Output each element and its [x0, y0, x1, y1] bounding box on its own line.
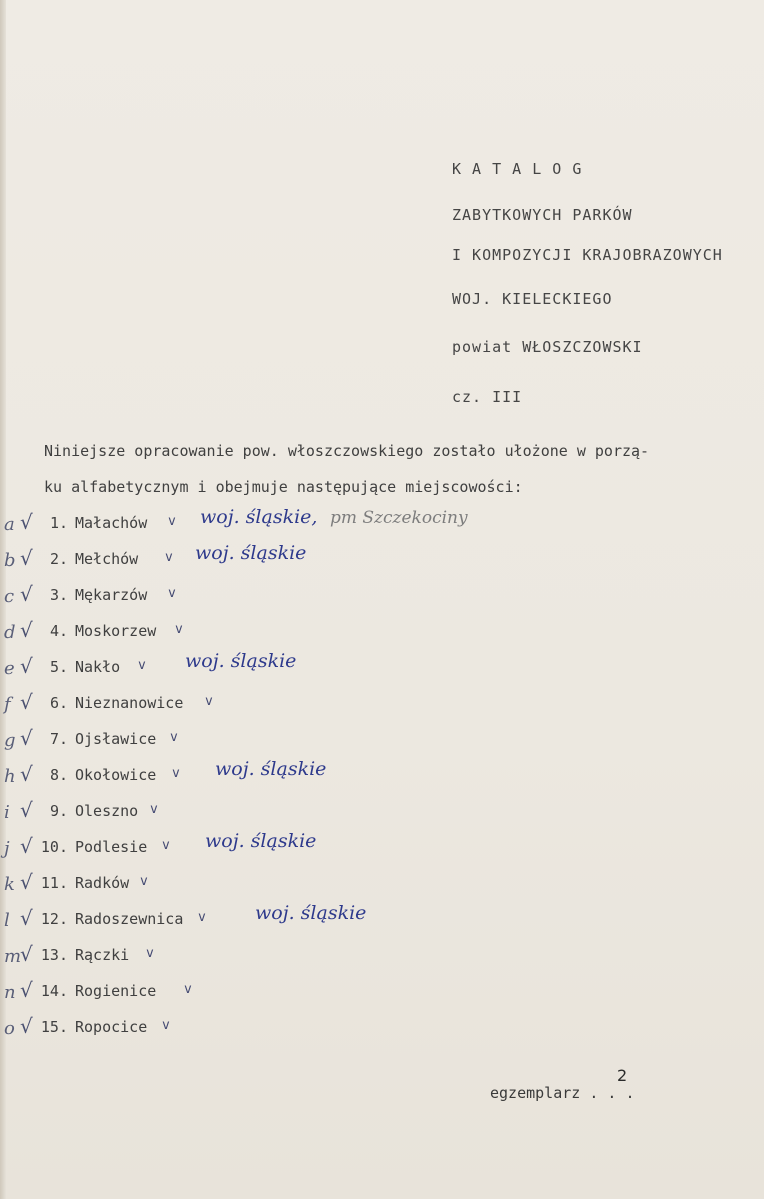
checkmark-icon: √: [20, 690, 33, 714]
margin-letter: m: [4, 946, 22, 967]
item-number: 7.: [49, 730, 68, 748]
checkmark-icon: √: [20, 726, 33, 750]
locality-name: Małachów: [75, 514, 148, 532]
item-number: 10.: [40, 838, 68, 856]
margin-letter: a: [4, 514, 15, 535]
margin-letter: j: [4, 838, 10, 859]
intro-line-1: Niniejsze opracowanie pow. włoszczowskiego zostało ułożone w porzą-: [44, 442, 650, 460]
locality-name: Nakło: [75, 658, 121, 676]
margin-letter: b: [4, 550, 16, 571]
checkmark-icon: √: [20, 762, 33, 786]
tick-mark: v: [138, 658, 146, 673]
list-item: [0, 506, 764, 540]
tick-mark: v: [146, 946, 154, 961]
list-item: [0, 870, 764, 900]
tick-mark: v: [168, 514, 176, 529]
checkmark-icon: √: [20, 1014, 33, 1038]
margin-letter: c: [4, 586, 15, 607]
item-number: 11.: [40, 874, 68, 892]
list-item: [0, 542, 764, 576]
tick-mark: v: [165, 550, 173, 565]
list-item: [0, 1014, 764, 1044]
tick-mark: v: [150, 802, 158, 817]
margin-letter: k: [4, 874, 15, 895]
margin-letter: n: [4, 982, 16, 1003]
locality-name: Ojsławice: [75, 730, 157, 748]
locality-name: Rączki: [75, 946, 130, 964]
list-item: [0, 726, 764, 756]
locality-name: Ropocice: [75, 1018, 148, 1036]
tick-mark: v: [140, 874, 148, 889]
handwritten-note: woj. śląskie: [215, 758, 327, 780]
checkmark-icon: √: [20, 978, 33, 1002]
tick-mark: v: [175, 622, 183, 637]
checkmark-icon: √: [20, 870, 33, 894]
margin-letter: h: [4, 766, 16, 787]
margin-letter: g: [4, 730, 16, 751]
list-item: [0, 582, 764, 612]
item-number: 9.: [49, 802, 68, 820]
pencil-note: pm Szczekociny: [330, 508, 468, 528]
heading-powiat: powiat WŁOSZCZOWSKI: [452, 338, 643, 356]
tick-mark: v: [184, 982, 192, 997]
checkmark-icon: √: [20, 798, 33, 822]
list-item: [0, 650, 764, 684]
item-number: 8.: [49, 766, 68, 784]
tick-mark: v: [162, 838, 170, 853]
heading-part: cz. III: [452, 388, 523, 406]
locality-name: Okołowice: [75, 766, 157, 784]
list-item: [0, 690, 764, 720]
tick-mark: v: [198, 910, 206, 925]
list-item: [0, 978, 764, 1008]
list-item: [0, 902, 764, 936]
margin-letter: o: [4, 1018, 15, 1039]
checkmark-icon: √: [20, 546, 33, 570]
locality-name: Mękarzów: [75, 586, 148, 604]
margin-letter: e: [4, 658, 15, 679]
locality-name: Oleszno: [75, 802, 139, 820]
checkmark-icon: √: [20, 618, 33, 642]
tick-mark: v: [170, 730, 178, 745]
item-number: 1.: [49, 514, 68, 532]
list-item: [0, 798, 764, 828]
item-number: 12.: [40, 910, 68, 928]
item-number: 4.: [49, 622, 68, 640]
handwritten-note: woj. śląskie: [205, 830, 317, 852]
heading-katalog: K A T A L O G: [452, 160, 583, 178]
heading-zabytkowych-parkow: ZABYTKOWYCH PARKÓW: [452, 206, 633, 224]
list-item: [0, 830, 764, 864]
tick-mark: v: [162, 1018, 170, 1033]
handwritten-note: woj. śląskie: [255, 902, 367, 924]
margin-letter: i: [4, 802, 10, 823]
handwritten-note: woj. śląskie: [185, 650, 297, 672]
handwritten-note: woj. śląskie: [195, 542, 307, 564]
tick-mark: v: [172, 766, 180, 781]
tick-mark: v: [205, 694, 213, 709]
locality-name: Nieznanowice: [75, 694, 184, 712]
list-item: [0, 618, 764, 648]
locality-name: Rogienice: [75, 982, 157, 1000]
locality-name: Radoszewnica: [75, 910, 184, 928]
locality-name: Podlesie: [75, 838, 148, 856]
checkmark-icon: √: [20, 834, 33, 858]
checkmark-icon: √: [20, 906, 33, 930]
item-number: 3.: [49, 586, 68, 604]
item-number: 13.: [40, 946, 68, 964]
copy-number: 2: [617, 1066, 628, 1085]
checkmark-icon: √: [20, 510, 33, 534]
heading-kompozycji: I KOMPOZYCJI KRAJOBRAZOWYCH: [452, 246, 723, 264]
locality-name: Radków: [75, 874, 130, 892]
checkmark-icon: √: [20, 942, 33, 966]
checkmark-icon: √: [20, 654, 33, 678]
list-item: [0, 942, 764, 972]
locality-name: Moskorzew: [75, 622, 157, 640]
heading-wojewodztwo: WOJ. KIELECKIEGO: [452, 290, 613, 308]
margin-letter: f: [4, 694, 11, 715]
checkmark-icon: √: [20, 582, 33, 606]
handwritten-note: woj. śląskie,: [200, 506, 318, 528]
list-item: [0, 758, 764, 792]
item-number: 15.: [40, 1018, 68, 1036]
margin-letter: d: [4, 622, 16, 643]
item-number: 6.: [49, 694, 68, 712]
item-number: 14.: [40, 982, 68, 1000]
item-number: 5.: [49, 658, 68, 676]
tick-mark: v: [168, 586, 176, 601]
item-number: 2.: [49, 550, 68, 568]
margin-letter: l: [4, 910, 10, 931]
intro-line-2: ku alfabetycznym i obejmuje następujące miejscowości:: [44, 478, 523, 496]
locality-name: Mełchów: [75, 550, 139, 568]
copy-label: egzemplarz . . .: [490, 1084, 635, 1102]
